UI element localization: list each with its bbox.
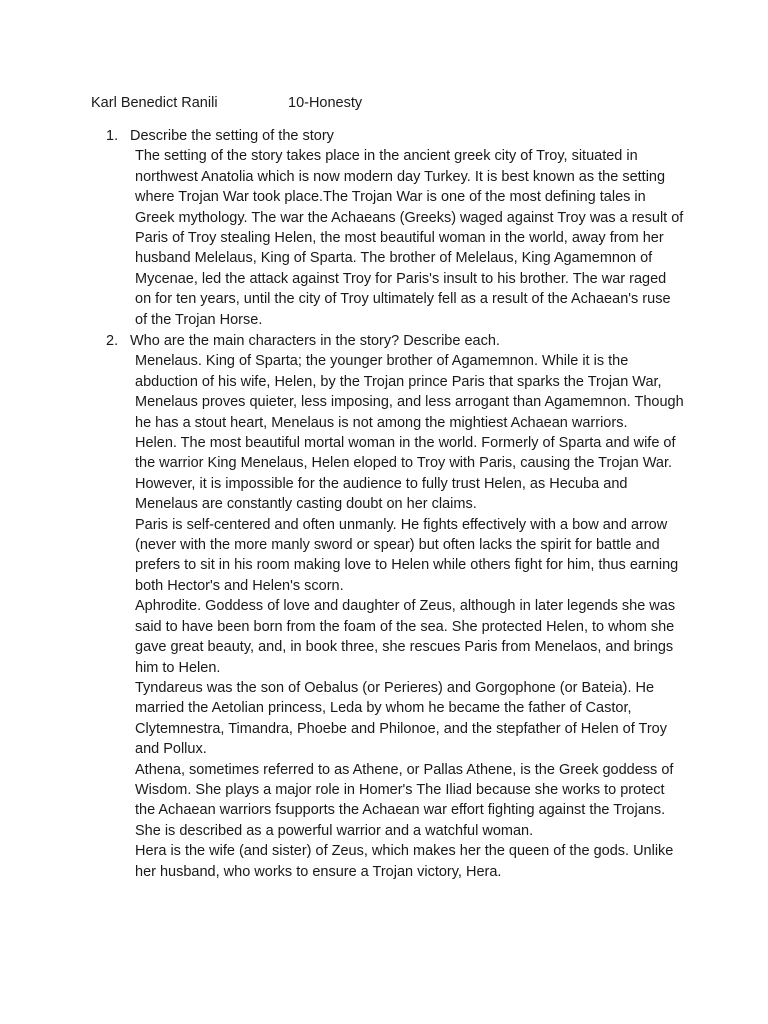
character-hera: Hera is the wife (and sister) of Zeus, which makes her the queen of the gods. Unlike her husband, who works to ensure a Trojan victory, Hera. [135, 843, 674, 880]
character-menelaus: Menelaus. King of Sparta; the younger brother of Agamemnon. While it is the abduction of his wife, Helen, by the Trojan prince Paris that sparks the Trojan War, Menelaus proves quieter, less imposing, and less arrogant than Agamemnon. Though he has a stout heart, Menelaus is not among the mightiest Achaean warriors. [135, 353, 684, 431]
document-header [91, 93, 362, 113]
question-number: 1. [106, 128, 119, 144]
character-paris: Paris is self-centered and often unmanly. He fights effectively with a bow and arrow (never with the more manly sword or spear) but often lacks the spirit for battle and prefers to sit in his room making love to Helen while others fight for him, thus earning both Hector's and Helen's scorn. [135, 516, 679, 594]
character-aphrodite: Aphrodite. Goddess of love and daughter of Zeus, although in later legends she was said to have been born from the foam of the sea. She protected Helen, to whom she gave great beauty, and, in book three, she rescues Paris from Menelaos, and brings him to Helen. [135, 598, 676, 676]
answer-paragraph: The setting of the story takes place in the ancient greek city of Troy, situated in northwest Anatolia which is now modern day Turkey. It is best known as the setting where Trojan War took place.The Trojan War is one of the most defining tales in Greek mythology. The war the Achaeans (Greeks) waged against Troy was a result of Paris of Troy stealing Helen, the most beautiful woman in the world, away from her husband Melelaus, King of Sparta. The brother of Melelaus, King Agamemnon of Mycenae, led the attack against Troy for Paris's insult to his brother. The war raged on for ten years, until the city of Troy ultimately fell as a result of the Achaean's ruse of the Trojan Horse. [135, 148, 684, 328]
student-name: Karl Benedict Ranili [91, 95, 218, 111]
answer-block [135, 351, 686, 882]
question-number: 2. [106, 333, 119, 349]
class-section: 10-Honesty [288, 95, 363, 111]
question-text: Who are the main characters in the story? Describe each. [130, 333, 500, 349]
character-helen: Helen. The most beautiful mortal woman in the world. Formerly of Sparta and wife of the warrior King Menelaus, Helen eloped to Troy with Paris, causing the Trojan War. However, it is impossible for the audience to fully trust Helen, as Hecuba and Menelaus are constantly casting doubt on her claims. [135, 435, 676, 513]
question-text: Describe the setting of the story [130, 128, 334, 144]
question-item [106, 126, 686, 330]
character-athena: Athena, sometimes referred to as Athene, or Pallas Athene, is the Greek goddess of Wisdom. She plays a major role in Homer's The Iliad because she works to protect the Achaean warriors fsupports the Achaean war effort fighting against the Trojans. She is described as a powerful warrior and a watchful woman. [135, 761, 674, 839]
question-item [106, 331, 686, 882]
character-tyndareus: Tyndareus was the son of Oebalus (or Perieres) and Gorgophone (or Bateia). He married the Aetolian princess, Leda by whom he became the father of Castor, Clytemnestra, Timandra, Phoebe and Philonoe, and the stepfather of Helen of Troy and Pollux. [135, 679, 667, 758]
answer-block [135, 146, 686, 330]
